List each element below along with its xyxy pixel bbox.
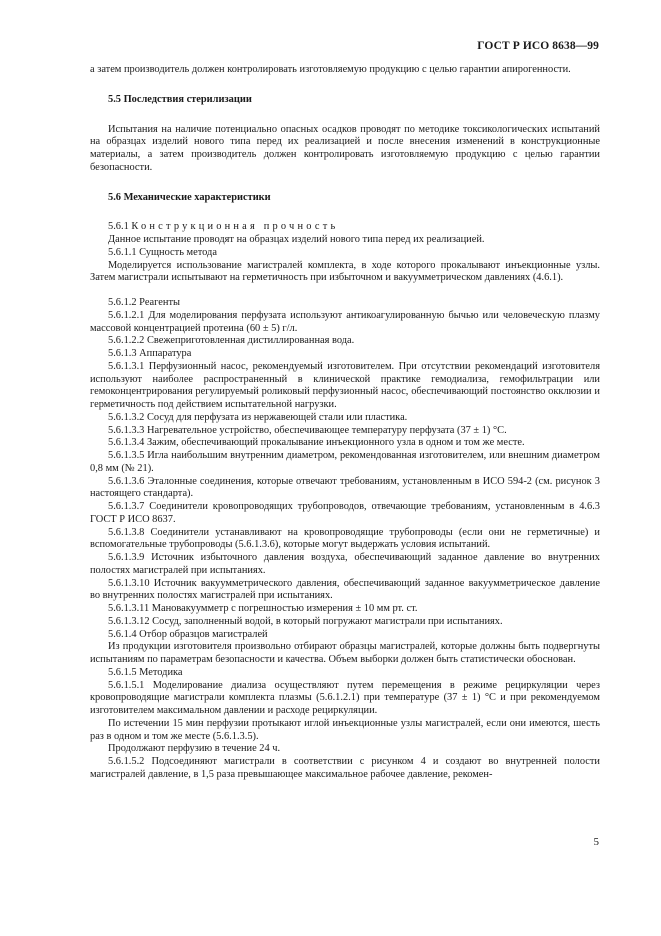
paragraph: 5.6.1.3.8 Соединители устанавливают на кровопроводящие трубопроводы (если они не герметичные) и вспомогательные трубопроводы (5.6.1.3.6), которые могут выдержать условия испытаний. [90,526,600,551]
paragraph: 5.6.1.3.2 Сосуд для перфузата из нержавеющей стали или пластика. [108,411,408,423]
paragraph: 5.6.1.3 Аппаратура [108,348,192,359]
subsection-title-spaced: Конструкционная прочность [131,221,339,233]
paragraph: 5.6.1.3.11 Мановакуумметр с погрешностью измерения ± 10 мм рт. ст. [108,603,418,614]
paragraph: 5.6.1.3.10 Источник вакуумметрического давления, обеспечивающий заданное вакуумметрическое давление во внутренних полостях магистралей при испытаниях. [90,577,600,602]
document-header: ГОСТ Р ИСО 8638—99 [477,40,599,52]
paragraph: 5.6.1.3.9 Источник избыточного давления воздуха, обеспечивающий заданное давление во внутренних полостях магистралей при испытаниях. [90,552,600,576]
paragraph: Продолжают перфузию в течение 24 ч. [108,743,281,755]
paragraph: а затем производитель должен контролировать изготовляемую продукцию с целью гарантии апирогенности. [90,64,571,75]
paragraph: 5.6.1.2.1 Для моделирования перфузата используют антикоагулированную бычью или человеческую плазму массовой концентрацией протеина (60 ± 5) г/л. [90,309,600,334]
paragraph: 5.6.1.3.7 Соединители кровопроводящих трубопроводов, отвечающие требованиям, установленным в 4.6.3 ГОСТ Р ИСО 8637. [90,501,600,525]
paragraph: Моделируется использование магистралей комплекта, в ходе которого прокалывают инъекционные узлы. Затем магистрали испытывают на герметичность при избыточном и вакуумметрическом давлениях (4.6.1). [90,259,600,284]
paragraph: По истечении 15 мин перфузии протыкают иглой инъекционные узлы магистралей, если они имеются, шесть раз в одном и том же месте (5.6.1.3.5). [90,717,600,742]
document-body [90,64,600,782]
paragraph: 5.6.1.1 Сущность метода [108,246,217,258]
subsection-heading-5-6-1 [90,221,600,234]
paragraph: 5.6.1.3.5 Игла наибольшим внутренним диаметром, рекомендованная изготовителем, или внешним диаметром 0,8 мм (№ 21). [90,450,600,474]
paragraph: 5.6.1.3.3 Нагревательное устройство, обеспечивающее температуру перфузата (37 ± 1) °С. [108,424,507,436]
paragraph: Из продукции изготовителя произвольно отбирают образцы магистралей, которые должны быть подвергнуты испытаниям по параметрам безопасности и качества. Объем выборки должен быть статистически обоснован. [90,641,600,665]
section-heading-5-6: 5.6 Механические характеристики [108,191,271,203]
paragraph: Испытания на наличие потенциально опасных осадков проводят по методике токсикологических испытаний на образцах изделий нового типа перед их реализацией и после внесения изменений в конструкционные материалы, а затем производитель должен контролировать изготовляемую продукцию с целью гарантии безопасности. [90,123,600,173]
paragraph: Данное испытание проводят на образцах изделий нового типа перед их реализацией. [108,234,485,245]
paragraph: 5.6.1.5 Методика [108,666,183,678]
subsection-number: 5.6.1 [108,221,129,233]
paragraph: 5.6.1.3.6 Эталонные соединения, которые отвечают требованиям, установленным в ИСО 594-2 (см. рисунок 3 настоящего стандарта). [90,475,600,500]
paragraph: 5.6.1.2.2 Свежеприготовленная дистиллированная вода. [108,335,355,347]
section-heading-5-5: 5.5 Последствия стерилизации [108,93,252,105]
paragraph: 5.6.1.3.1 Перфузионный насос, рекомендуемый изготовителем. При отсутствии рекомендаций изготовителя используют наиболее распространенный в клинической практике гемодиализа, гемофильтрации или гемоконцентрирования регулируемый роликовый перфузионный насос, обеспечивающий постоянство окклюзии и герметичность под действием испытательной нагрузки. [90,360,600,410]
paragraph: 5.6.1.4 Отбор образцов магистралей [108,628,268,640]
paragraph: 5.6.1.2 Реагенты [108,297,180,308]
paragraph: 5.6.1.5.2 Подсоединяют магистрали в соответствии с рисунком 4 и создают во внутренней полости магистралей давление, в 1,5 раза превышающее максимальное рабочее давление, рекомен- [90,756,600,780]
paragraph: 5.6.1.5.1 Моделирование диализа осуществляют путем перемещения в режиме рециркуляции через кровопроводящие магистрали комплекта плазмы (5.6.1.2.1) при температуре (37 ± 1) °С и при рекомендуемом изготовителем максимальном давлении и расходе рециркуляции. [90,679,600,716]
page-number: 5 [593,836,599,848]
paragraph: 5.6.1.3.4 Зажим, обеспечивающий прокалывание инъекционного узла в одном и том же месте. [108,437,525,449]
paragraph: 5.6.1.3.12 Сосуд, заполненный водой, в который погружают магистрали при испытаниях. [108,615,503,627]
